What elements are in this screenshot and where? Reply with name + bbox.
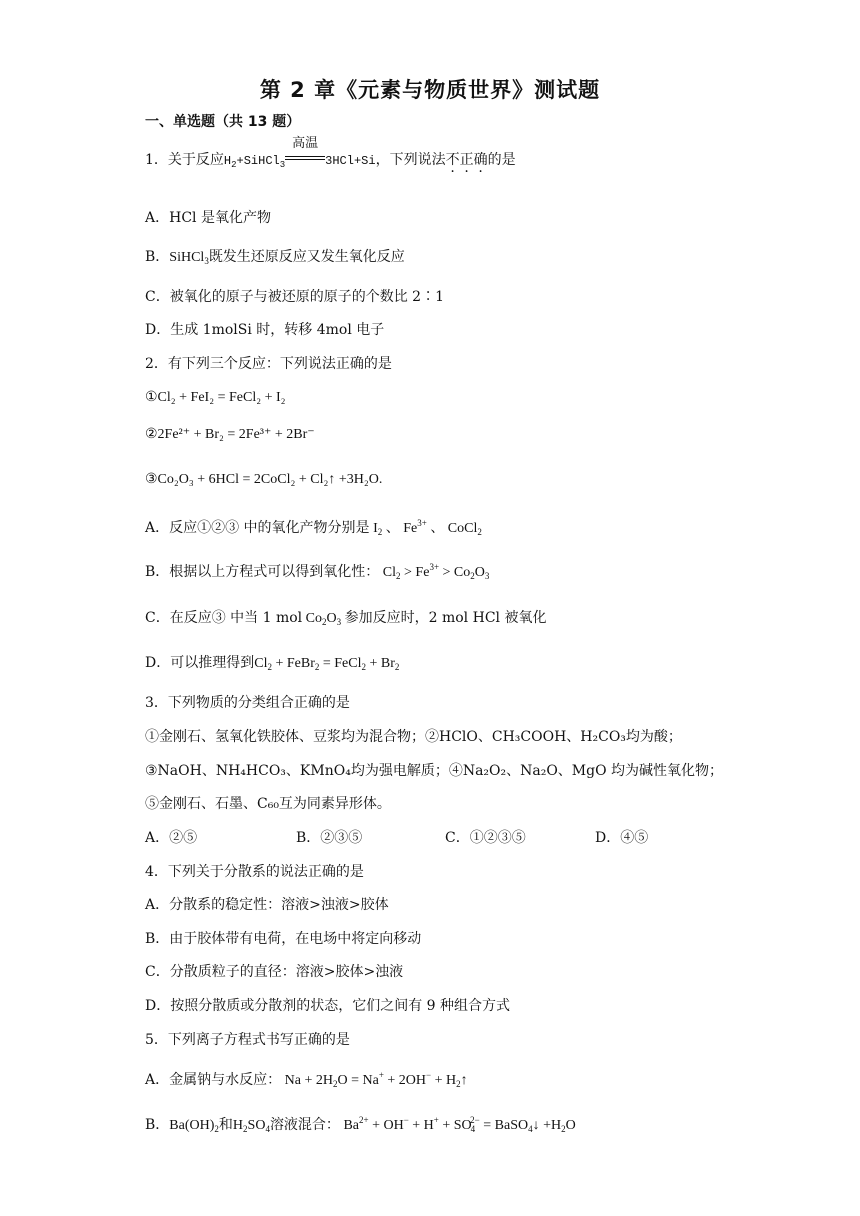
equation-products: 3HCl+Si — [325, 154, 376, 168]
question-3-option-d: D．④⑤ — [595, 830, 649, 846]
question-2-option-d: D．可以推理得到$Cl_2$ + FeBr$_2$ = FeCl$_2$ + $Br_2$ — [145, 655, 400, 672]
question-4-stem: 4．下列关于分散系的说法正确的是 — [145, 864, 364, 880]
question-1-stem: 1．关于反应$H_2+SiHCl_3$ 高温 3HCl+Si，下列说法不正确的是 — [145, 136, 516, 170]
question-4-option-d: D．按照分散质或分散剂的状态，它们之间有 9 种组合方式 — [145, 998, 511, 1014]
question-3-option-a: A．②⑤ — [145, 830, 198, 846]
question-4-option-a: A．分散系的稳定性：溶液>浊液>胶体 — [145, 897, 389, 913]
question-2-stem: 2．有下列三个反应：下列说法正确的是 — [145, 356, 392, 372]
question-3-line-1: ①金刚石、氢氧化铁胶体、豆浆均为混合物；②HClO、CH₃COOH、H₂CO₃均为酸； — [145, 729, 682, 745]
emphasis-char: 确 — [473, 152, 488, 168]
section-heading: 一、单选题（共 13 题） — [145, 114, 301, 130]
question-5-option-b: B．$Ba(OH)_2$和$H_2SO_4$溶液混合： $Ba^{2+} + OH^- + H^+ + SO_4^{2-}$ = BaSO$_4$↓ $+H_2O$ — [145, 1115, 576, 1134]
question-5-option-a: A．金属钠与水反应： $Na + 2H_2O = Na^+ + 2OH^-$ + $H_2↑$ — [145, 1070, 468, 1089]
question-2-reaction-1: ①Cl₂ + FeI₂ = FeCl₂ + I₂ — [145, 390, 286, 405]
question-3-option-b: B．②③⑤ — [296, 830, 363, 846]
emphasis-char: 不 — [445, 152, 460, 168]
question-2-option-c: C．在反应③ 中当 1 mol $Co_2O_3$ 参加反应时，2 mol HCl 被氧化 — [145, 610, 547, 627]
question-3-line-3: ⑤金刚石、石墨、C₆₀互为同素异形体。 — [145, 796, 391, 812]
question-1-option-c: C．被氧化的原子与被还原的原子的个数比 2∶1 — [145, 289, 444, 305]
question-3-stem: 3．下列物质的分类组合正确的是 — [145, 695, 350, 711]
question-1-option-b: B．SiHCl$_3$既发生还原反应又发生氧化反应 — [145, 249, 405, 266]
question-2-reaction-2: ②2Fe²⁺ + Br₂ = 2Fe³⁺ + 2Br⁻ — [145, 427, 315, 442]
question-2-option-b: B．根据以上方程式可以得到氧化性： $Cl_2 > Fe^{3+} > Co_2O_3$ — [145, 562, 490, 581]
question-4-option-b: B．由于胶体带有电荷，在电场中将定向移动 — [145, 931, 422, 947]
reaction-condition: 高温 — [285, 150, 325, 170]
question-5-stem: 5．下列离子方程式书写正确的是 — [145, 1032, 350, 1048]
question-2-option-a: A．反应①②③ 中的氧化产物分别是 $I_2$ 、 $Fe^{3+}$ 、 CoCl$_2$ — [145, 518, 482, 537]
question-2-reaction-3: ③Co₂O₃ + 6HCl = 2CoCl₂ + Cl₂↑ +3H₂O. — [145, 472, 383, 487]
emphasis-char: 正 — [459, 152, 474, 168]
question-1-option-a: A．HCl 是氧化产物 — [145, 210, 271, 226]
question-3-line-2: ③NaOH、NH₄HCO₃、KMnO₄均为强电解质；④Na₂O₂、Na₂O、MgO 均为碱性氧化物； — [145, 763, 724, 779]
question-4-option-c: C．分散质粒子的直径：溶液>胶体>浊液 — [145, 964, 404, 980]
equation-reactants: $H_2+SiHCl_3$ — [223, 154, 286, 170]
question-1-option-d: D．生成 1molSi 时，转移 4mol 电子 — [145, 322, 385, 338]
page-title: 第 2 章《元素与物质世界》测试题 — [259, 78, 601, 102]
emphasis-text — [446, 152, 488, 168]
question-3-option-c: C．①②③⑤ — [445, 830, 526, 846]
